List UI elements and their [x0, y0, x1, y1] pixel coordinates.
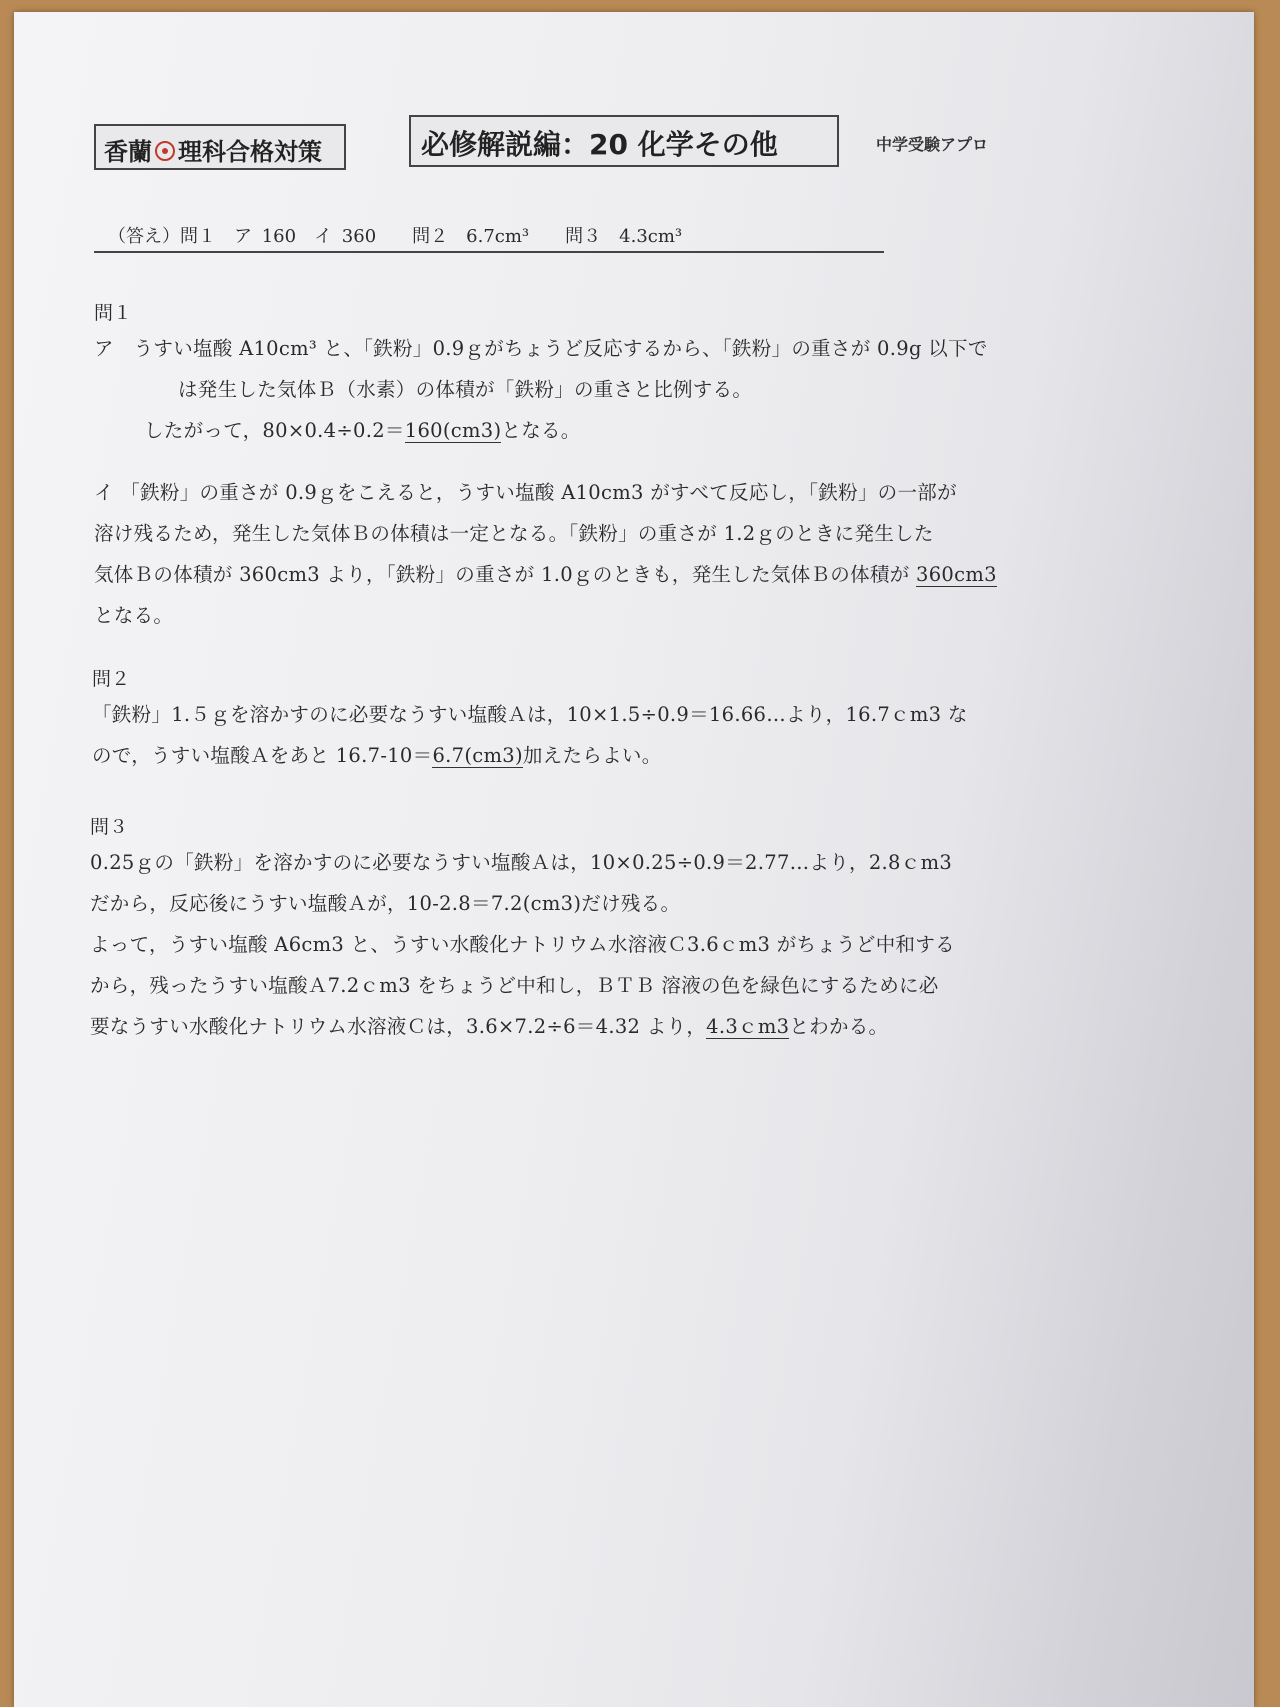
school-name: 香蘭 — [104, 138, 152, 166]
q3-body — [90, 842, 955, 1047]
q1-a-line1: ア うすい塩酸 A10cm³ と、「鉄粉」0.9ｇがちょうど反応するから、「鉄粉」の重さが 0.9g 以下で — [94, 337, 988, 360]
answer-q3: 問３ 4.3cm³ — [565, 226, 683, 247]
answer-q2: 問２ 6.7cm³ — [412, 226, 530, 247]
q2-answer: 6.7(cm3) — [432, 744, 523, 767]
q1-i-line3: 気体Ｂの体積が 360cm3 より，「鉄粉」の重さが 1.0ｇのときも，発生した気体Ｂの体積が 360cm3 — [94, 563, 997, 586]
q1-a-line3: したがって，80×0.4÷0.2＝160(cm3)となる。 — [144, 419, 581, 442]
q1-title: 問１ — [94, 302, 133, 324]
publisher-name: 中学受験アプロ — [876, 135, 989, 154]
q1-part-a — [94, 328, 988, 451]
subject-title: 理科合格対策 — [178, 138, 322, 166]
section-title-box — [409, 115, 839, 167]
q3-line1: 0.25ｇの「鉄粉」を溶かすのに必要なうすい塩酸Ａは，10×0.25÷0.9＝2.77…より，2.8ｃm3 — [90, 851, 953, 874]
q1-i-answer: 360cm3 — [916, 563, 997, 586]
q2-line1: 「鉄粉」1.５ｇを溶かすのに必要なうすい塩酸Ａは，10×1.5÷0.9＝16.66…より，16.7ｃm3 な — [92, 703, 968, 726]
q1-i-line1: イ 「鉄粉」の重さが 0.9ｇをこえると，うすい塩酸 A10cm3 がすべて反応し，「鉄粉」の一部が — [94, 481, 957, 504]
q3-line4: から，残ったうすい塩酸Ａ7.2ｃm3 をちょうど中和し，ＢＴＢ 溶液の色を緑色にするために必 — [90, 974, 939, 997]
q1-a-answer: 160(cm3) — [404, 419, 502, 442]
school-logo-icon — [155, 141, 175, 161]
q3-line3: よって，うすい塩酸 A6cm3 と、うすい水酸化ナトリウム水溶液Ｃ3.6ｃm3 がちょうど中和する — [90, 933, 955, 956]
section-title: 必修解説編：20 化学その他 — [421, 128, 778, 161]
q1-a-line2: は発生した気体Ｂ（水素）の体積が「鉄粉」の重さと比例する。 — [178, 378, 753, 401]
answer-sheet-paper — [14, 12, 1254, 1707]
q2-title: 問２ — [92, 668, 131, 690]
q1-i-line4: となる。 — [94, 604, 174, 627]
q1-i-line2: 溶け残るため，発生した気体Ｂの体積は一定となる。「鉄粉」の重さが 1.2ｇのときに発生した — [94, 522, 934, 545]
answer-q1: （答え）問１ ア 160 イ 360 — [108, 226, 377, 247]
q2-body — [92, 694, 968, 776]
q3-line5: 要なうすい水酸化ナトリウム水溶液Ｃは，3.6×7.2÷6＝4.32 より，4.3ｃm3とわかる。 — [90, 1015, 889, 1038]
q1-part-i — [94, 472, 997, 636]
answer-summary — [94, 222, 884, 253]
q3-line2: だから，反応後にうすい塩酸Ａが，10-2.8＝7.2(cm3)だけ残る。 — [90, 892, 681, 915]
q3-answer: 4.3ｃm3 — [706, 1015, 790, 1038]
q2-line2: ので，うすい塩酸Ａをあと 16.7-10＝6.7(cm3)加えたらよい。 — [92, 744, 662, 767]
q3-title: 問３ — [90, 816, 129, 838]
school-title-box — [94, 124, 346, 170]
